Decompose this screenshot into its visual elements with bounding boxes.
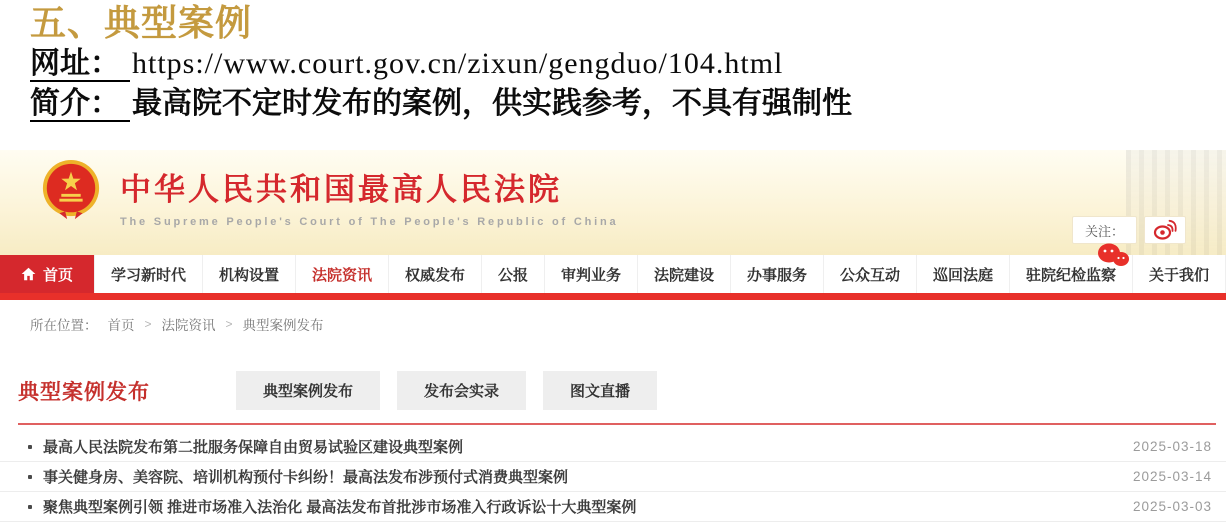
weibo-icon <box>1153 219 1177 241</box>
bullet-icon <box>28 445 32 449</box>
intro-label: 简介： <box>30 87 130 122</box>
bullet-icon <box>28 505 32 509</box>
breadcrumb-label: 所在位置： <box>30 317 98 333</box>
news-date: 2025-03-03 <box>1132 499 1212 514</box>
nav-item-gazette[interactable]: 公报 <box>482 255 545 293</box>
chevron-right-icon: > <box>225 316 233 331</box>
breadcrumb-home[interactable]: 首页 <box>107 317 135 333</box>
section-divider <box>18 423 1216 425</box>
news-title: 最高人民法院发布第二批服务保障自由贸易试验区建设典型案例 <box>43 439 464 456</box>
slide-intro-line <box>30 84 1216 124</box>
nav-item-about-us[interactable]: 关于我们 <box>1133 255 1226 293</box>
court-website-screenshot <box>0 150 1226 531</box>
wechat-bubbles-icon <box>1096 242 1130 268</box>
weibo-button[interactable] <box>1144 216 1186 244</box>
nav-item-court-construction[interactable]: 法院建设 <box>638 255 731 293</box>
follow-label: 关注： <box>1072 216 1137 244</box>
nav-red-bar <box>0 293 1226 300</box>
bullet-icon <box>28 475 32 479</box>
nav-item-authoritative-release[interactable]: 权威发布 <box>389 255 482 293</box>
breadcrumb-typical-cases[interactable]: 典型案例发布 <box>242 317 324 333</box>
url-label: 网址： <box>30 47 130 82</box>
news-row[interactable] <box>0 432 1226 462</box>
slide-title: 五、典型案例 <box>30 3 253 43</box>
china-national-emblem-icon <box>40 159 102 221</box>
nav-item-organization[interactable]: 机构设置 <box>203 255 296 293</box>
slide-header <box>0 0 1226 148</box>
news-title: 事关健身房、美容院、培训机构预付卡纠纷！最高法发布涉预付式消费典型案例 <box>43 469 569 486</box>
slide-url-line <box>30 44 1216 84</box>
nav-item-discipline-inspection[interactable]: 驻院纪检监察 <box>1010 255 1133 293</box>
breadcrumb <box>0 300 1226 347</box>
nav-item-trial-business[interactable]: 审判业务 <box>545 255 638 293</box>
follow-area <box>1072 216 1186 244</box>
section-title: 典型案例发布 <box>18 380 150 404</box>
site-brand <box>120 164 618 228</box>
nav-item-study-new-era[interactable]: 学习新时代 <box>95 255 203 293</box>
news-row[interactable] <box>0 492 1226 522</box>
tab-typical-cases[interactable]: 典型案例发布 <box>236 371 380 410</box>
site-title: 中华人民共和国最高人民法院 <box>120 172 562 207</box>
intro-text: 最高院不定时发布的案例，供实践参考，不具有强制性 <box>132 87 852 121</box>
nav-item-home[interactable]: 首页 <box>0 255 95 293</box>
section-tabs <box>236 371 657 410</box>
nav-item-public-interaction[interactable]: 公众互动 <box>824 255 917 293</box>
tab-live-broadcast[interactable]: 图文直播 <box>543 371 657 410</box>
section-header <box>0 347 1226 410</box>
nav-item-court-news[interactable]: 法院资讯 <box>296 255 389 293</box>
news-list <box>0 432 1226 522</box>
tab-press-conference[interactable]: 发布会实录 <box>397 371 526 410</box>
site-header <box>0 150 1226 255</box>
news-row[interactable] <box>0 462 1226 492</box>
news-date: 2025-03-18 <box>1132 439 1212 454</box>
nav-item-circuit-court[interactable]: 巡回法庭 <box>917 255 1010 293</box>
main-nav <box>0 255 1226 293</box>
nav-item-services[interactable]: 办事服务 <box>731 255 824 293</box>
chevron-right-icon: > <box>144 316 152 331</box>
news-title: 聚焦典型案例引领 推进市场准入法治化 最高法发布首批涉市场准入行政诉讼十大典型案例 <box>43 499 637 516</box>
site-url-text: https://www.court.gov.cn/zixun/gengduo/104.html <box>132 47 784 81</box>
site-subtitle: The Supreme People's Court of The People's Republic of China <box>120 216 619 228</box>
home-icon <box>21 267 36 281</box>
news-date: 2025-03-14 <box>1132 469 1212 484</box>
breadcrumb-court-news[interactable]: 法院资讯 <box>161 317 216 333</box>
